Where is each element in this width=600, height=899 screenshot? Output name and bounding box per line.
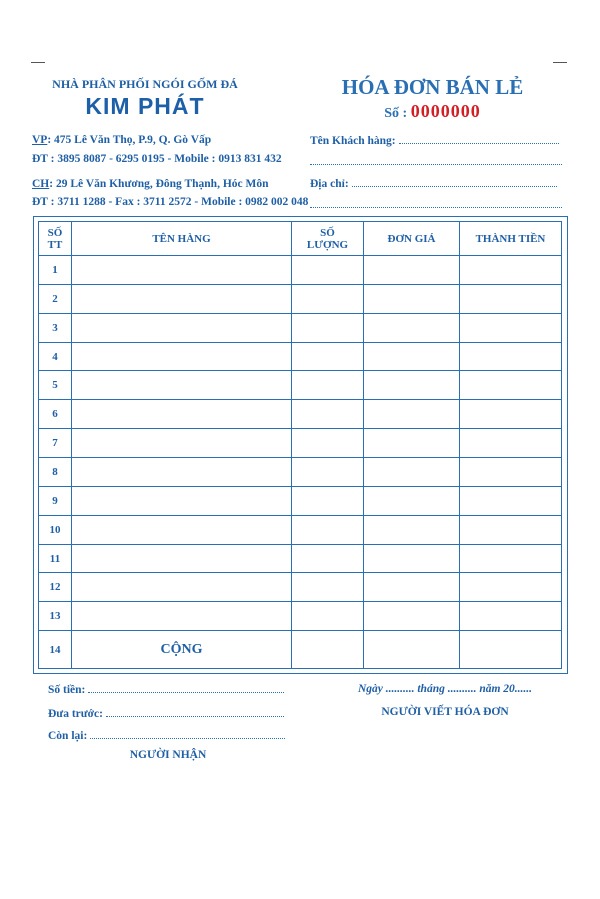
- header-total: THÀNH TIỀN: [460, 222, 562, 256]
- row-number: 4: [39, 342, 72, 371]
- header-stt: SỐ TT: [39, 222, 72, 256]
- table-row: [39, 631, 562, 669]
- table-row: [39, 486, 562, 515]
- row-number: 13: [39, 602, 72, 631]
- invoice-title: HÓA ĐƠN BÁN LẺ: [341, 75, 524, 99]
- customer-address-field-2[interactable]: [310, 198, 562, 208]
- office-label: VP: [32, 134, 48, 146]
- row-qty[interactable]: [292, 544, 364, 573]
- row-price[interactable]: [364, 256, 460, 285]
- row-number: 9: [39, 486, 72, 515]
- amount-field[interactable]: [88, 683, 284, 693]
- row-item[interactable]: [72, 458, 292, 487]
- row-number: 12: [39, 573, 72, 602]
- store-label: CH: [32, 178, 50, 190]
- customer-name-row: [310, 134, 559, 147]
- row-item[interactable]: [72, 573, 292, 602]
- row-item[interactable]: [72, 602, 292, 631]
- row-total[interactable]: [460, 313, 562, 342]
- row-number: 11: [39, 544, 72, 573]
- row-item[interactable]: [72, 515, 292, 544]
- table-row: [39, 400, 562, 429]
- customer-name-label: Tên Khách hàng:: [310, 135, 396, 147]
- row-qty[interactable]: [292, 400, 364, 429]
- table-row: [39, 284, 562, 313]
- row-total[interactable]: [460, 256, 562, 285]
- row-number: 5: [39, 371, 72, 400]
- row-number: 6: [39, 400, 72, 429]
- row-total[interactable]: [460, 573, 562, 602]
- crop-mark-right: [553, 62, 567, 63]
- table-row: [39, 458, 562, 487]
- row-item[interactable]: [72, 284, 292, 313]
- row-item[interactable]: [72, 371, 292, 400]
- row-qty[interactable]: [292, 342, 364, 371]
- row-item[interactable]: [72, 544, 292, 573]
- customer-address-label: Địa chỉ:: [310, 178, 349, 190]
- row-qty[interactable]: [292, 486, 364, 515]
- customer-name-row-2: [310, 155, 562, 168]
- row-number: 2: [39, 284, 72, 313]
- table-row: [39, 256, 562, 285]
- row-price[interactable]: [364, 458, 460, 487]
- customer-address-field[interactable]: [352, 177, 557, 187]
- office-address-text: : 475 Lê Văn Thọ, P.9, Q. Gò Vấp: [47, 134, 212, 146]
- prepaid-field[interactable]: [106, 707, 284, 717]
- row-total[interactable]: [460, 400, 562, 429]
- invoice-number-label: Số :: [384, 106, 408, 121]
- customer-address-row-2: [310, 198, 562, 211]
- row-qty[interactable]: [292, 515, 364, 544]
- brand-name: KIM PHÁT: [85, 93, 205, 119]
- row-item[interactable]: [72, 400, 292, 429]
- row-number: 10: [39, 515, 72, 544]
- header-item: TÊN HÀNG: [72, 222, 292, 256]
- receiver-label: NGƯỜI NHẬN: [129, 749, 207, 761]
- row-item[interactable]: [72, 342, 292, 371]
- row-item[interactable]: [72, 429, 292, 458]
- row-total[interactable]: [460, 486, 562, 515]
- row-total[interactable]: [460, 544, 562, 573]
- row-qty[interactable]: [292, 602, 364, 631]
- row-item[interactable]: [72, 256, 292, 285]
- row-total[interactable]: [460, 631, 562, 669]
- remaining-label: Còn lại:: [48, 730, 88, 742]
- row-total[interactable]: [460, 429, 562, 458]
- row-price[interactable]: [364, 429, 460, 458]
- remaining-field[interactable]: [90, 729, 285, 739]
- table-row: [39, 342, 562, 371]
- row-total[interactable]: [460, 602, 562, 631]
- writer-label: NGƯỜI VIẾT HÓA ĐƠN: [381, 706, 509, 718]
- prepaid-row: [48, 707, 284, 720]
- row-price[interactable]: [364, 544, 460, 573]
- row-total[interactable]: [460, 342, 562, 371]
- customer-name-field-2[interactable]: [310, 155, 562, 165]
- amount-row: [48, 683, 284, 696]
- table-row: [39, 515, 562, 544]
- row-qty[interactable]: [292, 631, 364, 669]
- row-number: 3: [39, 313, 72, 342]
- customer-address-row: [310, 177, 557, 190]
- prepaid-label: Đưa trước:: [48, 708, 103, 720]
- sum-label: CỘNG: [72, 631, 292, 669]
- table-row: [39, 313, 562, 342]
- remaining-row: [48, 729, 285, 742]
- row-price[interactable]: [364, 342, 460, 371]
- row-price[interactable]: [364, 371, 460, 400]
- table-header-row: [39, 222, 562, 256]
- header-qty: SỐ LƯỢNG: [292, 222, 364, 256]
- table-row: [39, 573, 562, 602]
- table-row: [39, 544, 562, 573]
- office-address: [32, 134, 211, 146]
- header-price: ĐƠN GIÁ: [364, 222, 460, 256]
- store-address-text: : 29 Lê Văn Khương, Đông Thạnh, Hóc Môn: [49, 178, 269, 190]
- customer-name-field[interactable]: [399, 134, 559, 144]
- office-phones: ĐT : 3895 8087 - 6295 0195 - Mobile : 0913 831 432: [32, 153, 282, 165]
- store-address: [32, 178, 269, 190]
- row-price[interactable]: [364, 573, 460, 602]
- row-total[interactable]: [460, 515, 562, 544]
- amount-label: Số tiền:: [48, 684, 86, 696]
- row-price[interactable]: [364, 313, 460, 342]
- row-qty[interactable]: [292, 256, 364, 285]
- row-total[interactable]: [460, 371, 562, 400]
- row-price[interactable]: [364, 631, 460, 669]
- row-qty[interactable]: [292, 458, 364, 487]
- store-phones: ĐT : 3711 1288 - Fax : 3711 2572 - Mobile : 0982 002 048: [32, 196, 309, 208]
- row-qty[interactable]: [292, 284, 364, 313]
- row-price[interactable]: [364, 486, 460, 515]
- row-total[interactable]: [460, 458, 562, 487]
- row-price[interactable]: [364, 515, 460, 544]
- row-price[interactable]: [364, 284, 460, 313]
- invoice-number: 0000000: [410, 101, 481, 121]
- row-qty[interactable]: [292, 429, 364, 458]
- table-row: [39, 429, 562, 458]
- row-qty[interactable]: [292, 573, 364, 602]
- date-line: Ngày .......... tháng .......... năm 20......: [357, 683, 533, 695]
- table-row: [39, 371, 562, 400]
- row-number: 7: [39, 429, 72, 458]
- row-item[interactable]: [72, 486, 292, 515]
- row-number: 14: [39, 631, 72, 669]
- company-subtitle: NHÀ PHÂN PHỐI NGÓI GỐM ĐÁ: [52, 77, 238, 91]
- items-table: [38, 221, 562, 669]
- row-number: 8: [39, 458, 72, 487]
- invoice-number-line: [310, 101, 555, 122]
- row-number: 1: [39, 256, 72, 285]
- row-price[interactable]: [364, 602, 460, 631]
- row-total[interactable]: [460, 284, 562, 313]
- row-item[interactable]: [72, 313, 292, 342]
- row-price[interactable]: [364, 400, 460, 429]
- row-qty[interactable]: [292, 313, 364, 342]
- table-row: [39, 602, 562, 631]
- crop-mark-left: [31, 62, 45, 63]
- row-qty[interactable]: [292, 371, 364, 400]
